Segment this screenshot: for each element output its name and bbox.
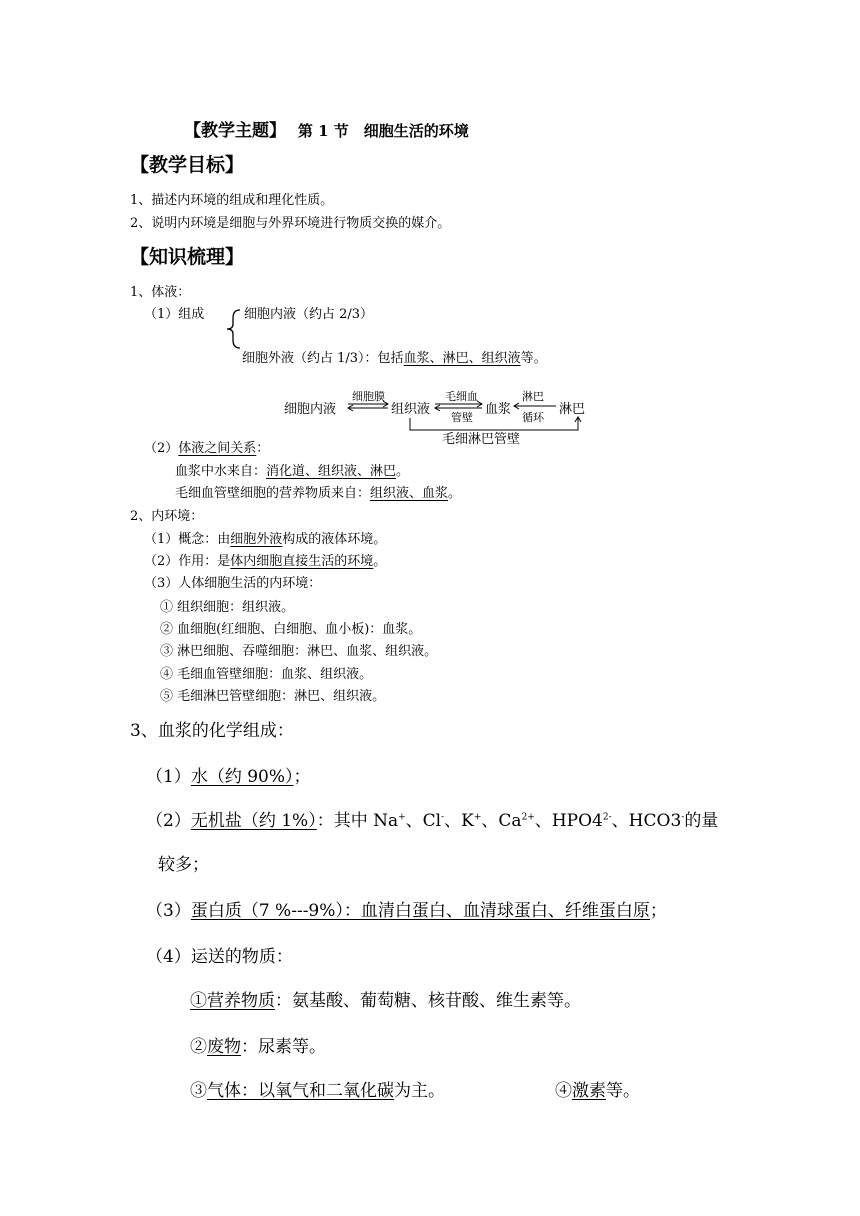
diagram-circulation: 循环 — [522, 411, 544, 424]
diagram-lymph-top: 淋巴 — [522, 390, 544, 403]
intracellular-fluid: 细胞内液（约占 2/3） — [244, 307, 374, 322]
transport-gas: ③气体：以氧气和二氧化碳为主。 — [190, 1081, 445, 1101]
diagram-tissue-fluid: 组织液 — [391, 402, 431, 417]
env-item: ① 组织细胞：组织液。 — [160, 600, 295, 615]
section-2-title: 2、内环境： — [130, 509, 204, 524]
capillary-nutrient-source: 毛细血管壁细胞的营养物质来自：组织液、血浆。 — [175, 486, 462, 501]
plasma-salts-cont: 较多； — [158, 855, 209, 875]
goal-item: 2、说明内环境是细胞与外界环境进行物质交换的媒介。 — [130, 216, 451, 231]
plasma-title: 3、血浆的化学组成： — [130, 721, 294, 741]
transport-nutrients: ①营养物质：氨基酸、葡萄糖、核苷酸、维生素等。 — [190, 991, 581, 1011]
env-item: ③ 淋巴细胞、吞噬细胞：淋巴、血浆、组织液。 — [160, 644, 438, 659]
transport-waste: ②废物：尿素等。 — [190, 1037, 326, 1057]
plasma-water-source: 血浆中水来自：消化道、组织液、淋巴。 — [175, 464, 410, 479]
env-item: ⑤ 毛细淋巴管壁细胞：淋巴、组织液。 — [160, 689, 386, 704]
diagram-plasma: 血浆 — [485, 402, 512, 417]
knowledge-heading: 【知识梳理】 — [130, 246, 245, 268]
env-item: ④ 毛细血管壁细胞：血浆、组织液。 — [160, 667, 373, 682]
diagram-lymph-capillary-wall: 毛细淋巴管壁 — [442, 432, 521, 447]
relation-title: （2）体液之间关系： — [144, 441, 270, 456]
diagram-membrane: 细胞膜 — [352, 390, 385, 403]
topic-line — [184, 116, 469, 141]
topic-text: 第 1 节 细胞生活的环境 — [297, 122, 469, 140]
extracellular-fluid: 细胞外液（约占 1/3）：包括血浆、淋巴、组织液等。 — [242, 351, 547, 366]
section-1-title: 1、体液： — [130, 285, 191, 300]
transport-hormones: ④激素等。 — [555, 1081, 640, 1101]
topic-label: 【教学主题】 — [184, 121, 286, 141]
internal-env-title: （3）人体细胞生活的内环境： — [144, 576, 322, 591]
body-fluid-diagram — [280, 386, 600, 450]
diagram-wall: 管壁 — [451, 411, 473, 424]
transport-title: （4）运送的物质： — [146, 947, 293, 967]
brace-icon — [224, 308, 244, 350]
goal-item: 1、描述内环境的组成和理化性质。 — [130, 193, 334, 208]
internal-env-role: （2）作用：是体内细胞直接生活的环境。 — [144, 554, 387, 569]
plasma-water: （1）水（约 90%）； — [146, 767, 311, 787]
plasma-salts: （2）无机盐（约 1%）：其中 Na+、Cl-、K+、$Ca^{2+}$、$HPO4^{2-}$、HCO3-的量 — [146, 811, 719, 831]
composition-label: （1）组成 — [144, 307, 205, 322]
internal-env-concept: （1）概念：由细胞外液构成的液体环境。 — [144, 532, 387, 547]
diagram-capillary: 毛细血 — [445, 390, 478, 403]
diagram-lymph: 淋巴 — [559, 402, 586, 417]
plasma-protein: （3）蛋白质（7 %---9%）：血清白蛋白、血清球蛋白、纤维蛋白原； — [146, 901, 667, 921]
diagram-intracellular: 细胞内液 — [284, 402, 337, 417]
env-item: ② 血细胞(红细胞、白细胞、血小板)：血浆。 — [160, 622, 422, 637]
goals-heading: 【教学目标】 — [130, 154, 245, 176]
